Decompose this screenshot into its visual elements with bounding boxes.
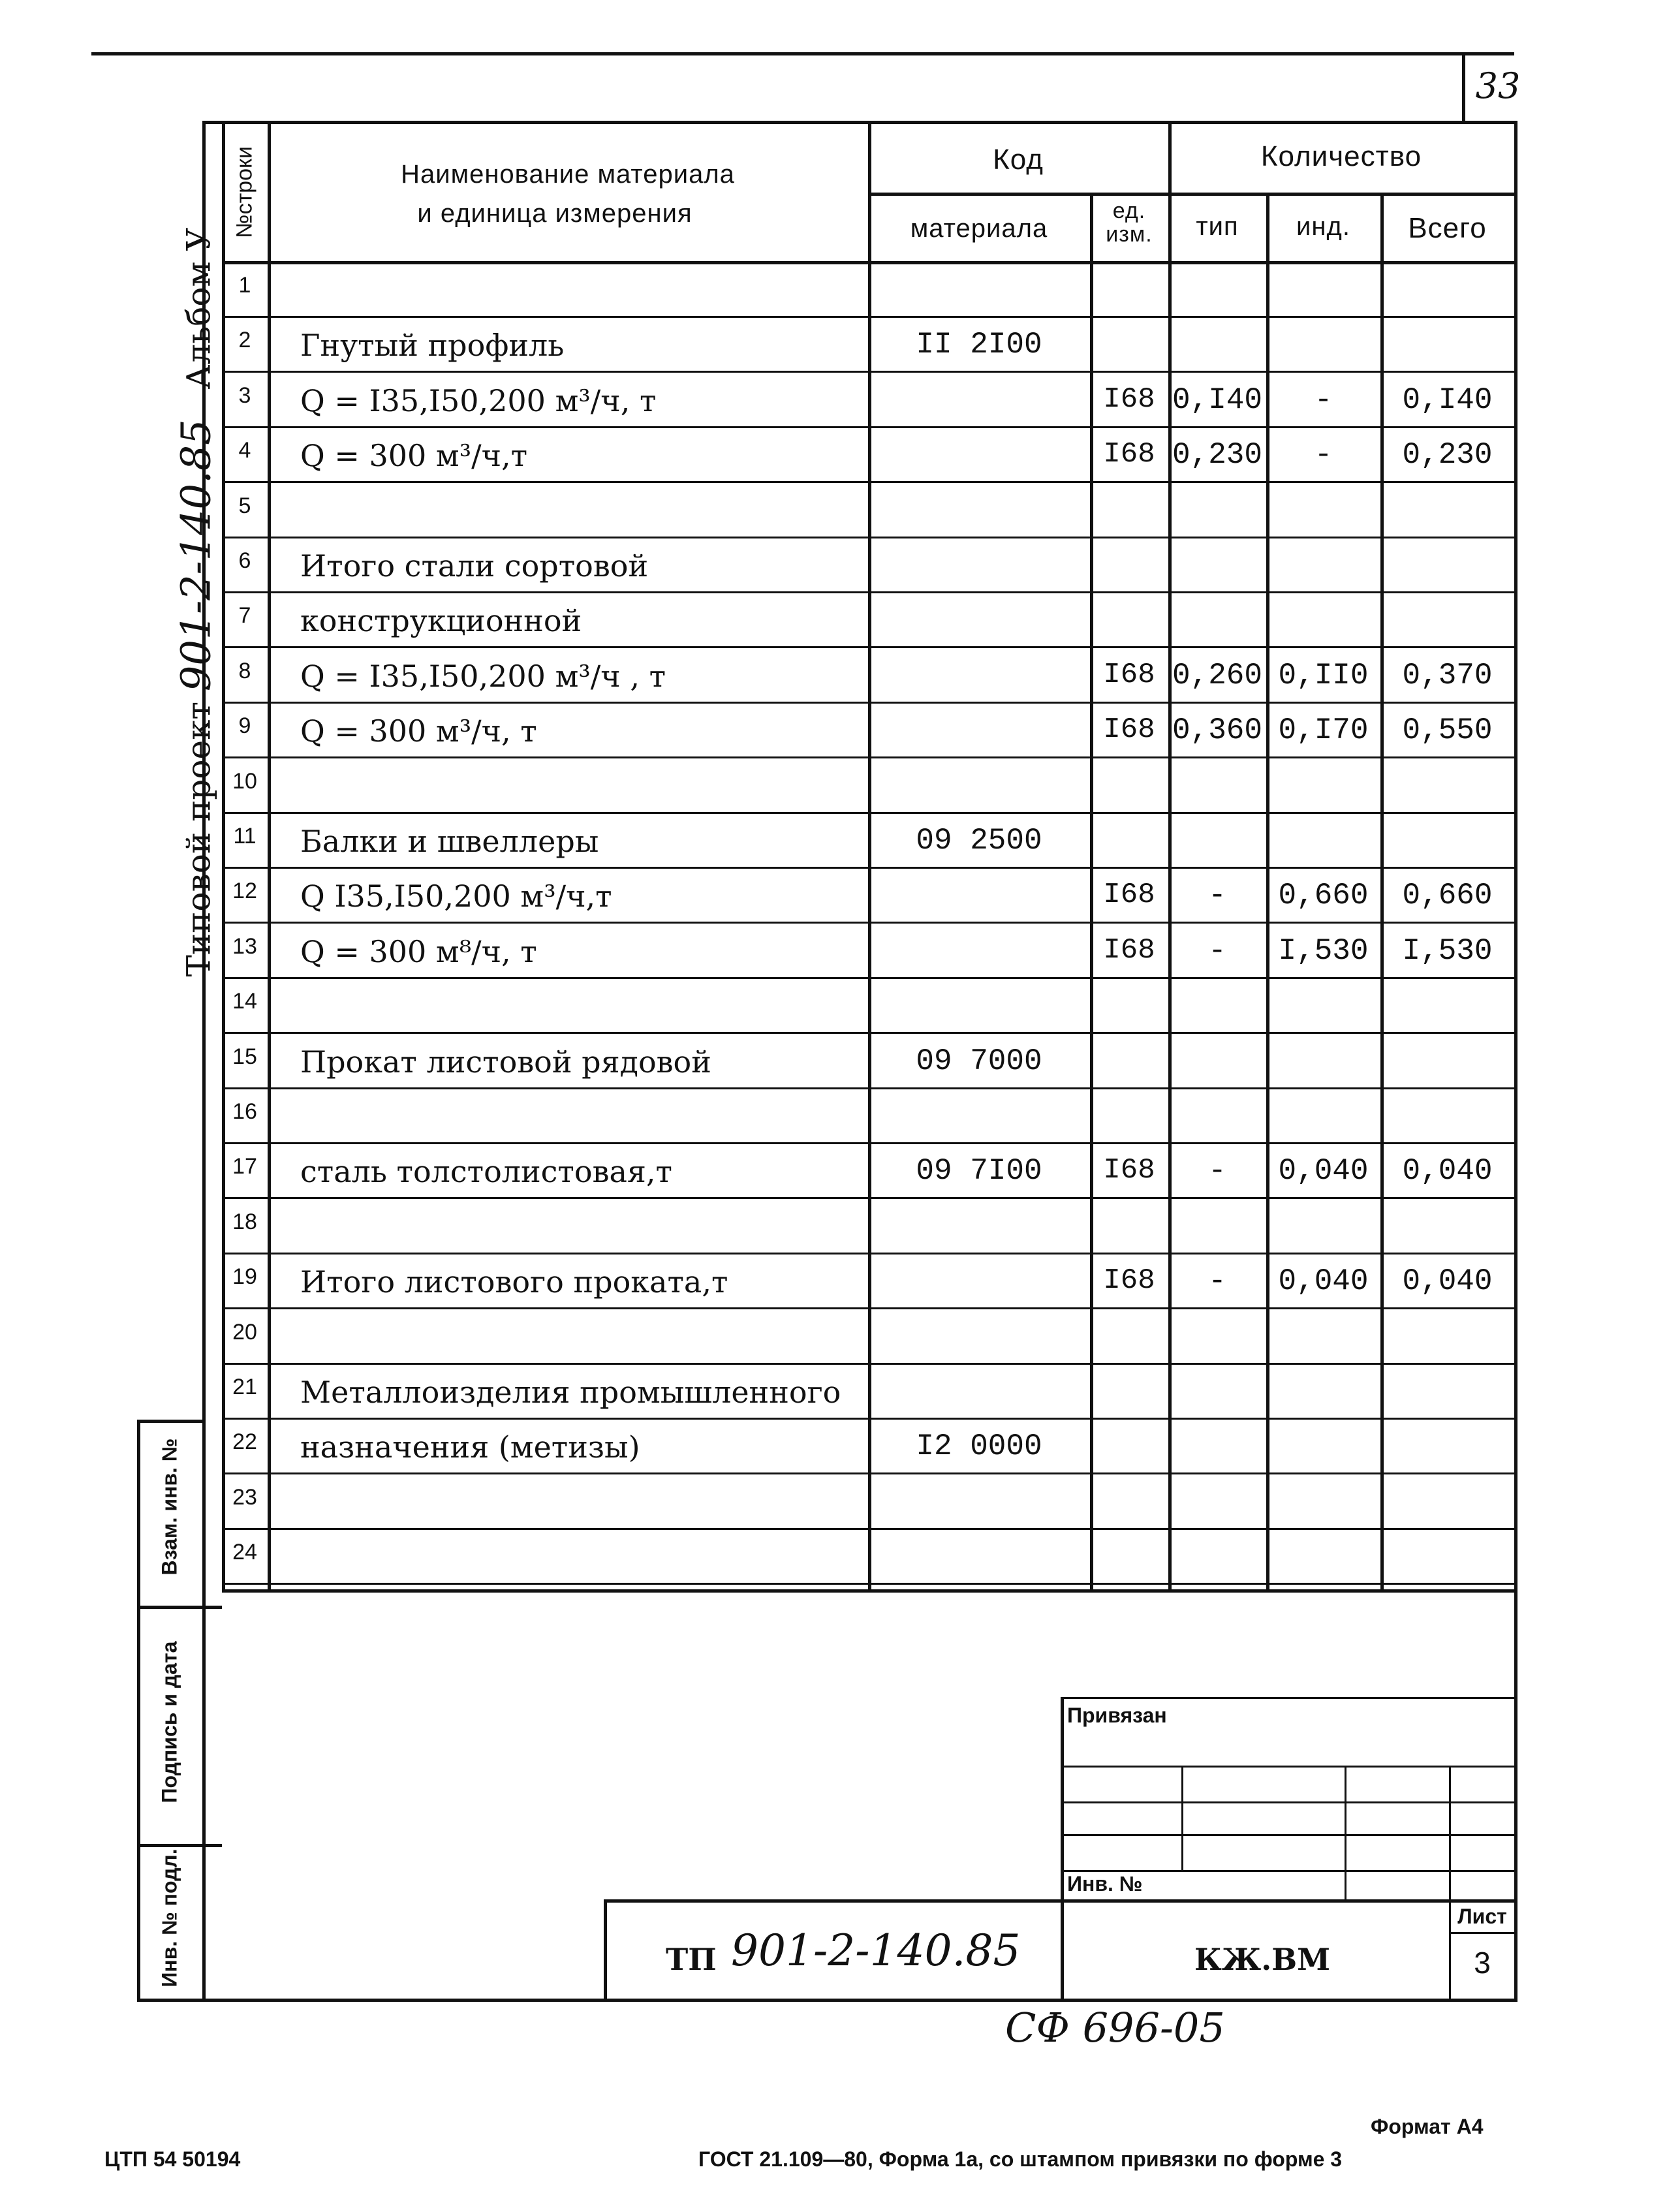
row-number: 2 xyxy=(238,328,251,352)
row-divider xyxy=(222,1142,1514,1144)
side-project-label xyxy=(172,227,220,977)
stamp-list-number: 3 xyxy=(1474,1946,1491,1980)
row-divider xyxy=(222,812,1514,814)
frame-top xyxy=(202,121,1514,124)
row-total: 0,660 xyxy=(1402,879,1493,912)
header-name-line2: и единица измерения xyxy=(417,199,692,228)
row-name: Q = I35,I50,200 м³/ч, т xyxy=(300,383,657,418)
footer-format: Формат А4 xyxy=(1371,2115,1484,2138)
footer-gost: ГОСТ 21.109—80, Форма 1а, со штампом привязки по форме 3 xyxy=(698,2147,1343,2171)
row-number: 24 xyxy=(232,1540,257,1565)
row-divider xyxy=(222,1363,1514,1365)
row-name: Q = 300 м³/ч,т xyxy=(300,438,528,473)
row-number: 11 xyxy=(233,824,257,849)
stamp-top xyxy=(1061,1697,1514,1699)
list-line xyxy=(1449,1932,1514,1934)
row-name: назначения (метизы) xyxy=(300,1429,640,1465)
header-tip: тип xyxy=(1196,212,1239,241)
row-total: 0,040 xyxy=(1402,1264,1493,1298)
row-number: 13 xyxy=(232,934,257,959)
row-total: 0,550 xyxy=(1402,713,1493,747)
row-number: 6 xyxy=(238,548,251,573)
row-number: 16 xyxy=(232,1099,257,1124)
title-left xyxy=(604,1899,607,2001)
row-number: 4 xyxy=(238,438,251,463)
top-border xyxy=(91,52,1514,55)
frame-right xyxy=(1514,121,1517,2001)
row-divider xyxy=(222,1472,1514,1474)
row-divider xyxy=(222,1307,1514,1309)
row-tip: - xyxy=(1208,1264,1226,1298)
page-number: 33 xyxy=(1475,65,1521,106)
table-bottom-line xyxy=(222,1589,1514,1593)
stamp-vline1 xyxy=(1181,1766,1183,1870)
row-name: Итого стали сортовой xyxy=(300,548,649,584)
row-unit: I68 xyxy=(1103,934,1155,967)
row-divider xyxy=(222,1197,1514,1199)
stamp-tp: ТП xyxy=(666,1942,717,1977)
row-total: 0,230 xyxy=(1402,438,1493,472)
row-unit: I68 xyxy=(1103,383,1155,416)
stamp-left xyxy=(1061,1697,1064,2001)
row-unit: I68 xyxy=(1103,438,1155,471)
row-number: 12 xyxy=(232,879,257,903)
row-name: Металлоизделия промышленного xyxy=(300,1375,841,1410)
row-unit: I68 xyxy=(1103,879,1155,911)
row-name: Q = 300 м⁸/ч, т xyxy=(300,934,537,969)
stamp-line3 xyxy=(1061,1834,1514,1836)
row-divider xyxy=(222,702,1514,704)
row-name: Q I35,I50,200 м³/ч,т xyxy=(300,879,612,914)
row-number: 20 xyxy=(232,1320,257,1345)
header-mid-line xyxy=(868,193,1514,196)
row-divider xyxy=(222,1528,1514,1530)
row-tip: 0,230 xyxy=(1172,438,1263,472)
row-ind: 0,040 xyxy=(1278,1264,1369,1298)
stamp-privyazan: Привязан xyxy=(1067,1704,1167,1727)
row-ind: - xyxy=(1314,383,1333,417)
row-total: 0,I40 xyxy=(1402,383,1493,417)
row-total: 0,040 xyxy=(1402,1154,1493,1188)
row-tip: - xyxy=(1208,1154,1226,1188)
row-divider xyxy=(222,481,1514,483)
frame-bottom xyxy=(137,1999,1517,2002)
col-tip-left xyxy=(1168,121,1172,1589)
project-number: 901-2-140.85 xyxy=(172,419,220,692)
stamp-vline2 xyxy=(1345,1766,1346,1903)
row-divider xyxy=(222,371,1514,373)
row-divider xyxy=(222,756,1514,758)
stamp-line2 xyxy=(1061,1801,1514,1803)
row-divider xyxy=(222,316,1514,318)
row-divider xyxy=(222,1253,1514,1254)
row-divider xyxy=(222,1087,1514,1089)
row-header: №строки xyxy=(232,146,257,238)
field-sign: Подпись и дата xyxy=(157,1641,181,1803)
header-bottom-line xyxy=(222,261,1514,264)
row-divider xyxy=(222,867,1514,869)
field-inv: Инв. № подл. xyxy=(157,1848,181,1987)
header-name-line1: Наименование материала xyxy=(401,160,735,189)
row-divider xyxy=(222,591,1514,593)
row-number: 19 xyxy=(232,1264,257,1289)
header-code: Код xyxy=(993,144,1044,176)
row-name: Прокат листовой рядовой xyxy=(300,1044,711,1080)
row-ind: 0,II0 xyxy=(1278,659,1369,693)
row-code: I2 0000 xyxy=(916,1429,1042,1463)
row-number: 23 xyxy=(232,1485,257,1510)
header-quantity: Количество xyxy=(1260,140,1422,172)
row-tip: - xyxy=(1208,934,1226,968)
row-unit: I68 xyxy=(1103,713,1155,746)
row-name: Q = 300 м³/ч, т xyxy=(300,713,537,749)
row-total: 0,370 xyxy=(1402,659,1493,693)
row-number: 3 xyxy=(238,383,251,408)
stamp-inv-no: Инв. № xyxy=(1067,1872,1143,1895)
row-number: 7 xyxy=(238,603,251,628)
project-label: Типовой проект xyxy=(179,701,218,977)
row-ind: I,530 xyxy=(1278,934,1369,968)
row-tip: 0,I40 xyxy=(1172,383,1263,417)
row-number: 22 xyxy=(232,1429,257,1454)
row-name: сталь толстолистовая,т xyxy=(300,1154,672,1189)
row-number: 17 xyxy=(232,1154,257,1179)
row-unit: I68 xyxy=(1103,1154,1155,1187)
stamp-list-label: Лист xyxy=(1457,1905,1507,1928)
page-number-box-left xyxy=(1462,52,1465,124)
stamp-line1 xyxy=(1061,1766,1514,1768)
handwritten-note: СФ 696-05 xyxy=(1005,2004,1225,2051)
row-code: II 2I00 xyxy=(916,328,1042,362)
row-divider xyxy=(222,1418,1514,1420)
col-name-left xyxy=(268,121,271,1589)
side-stamp-left xyxy=(137,1420,140,2001)
row-name: Балки и швеллеры xyxy=(300,824,599,859)
row-number: 18 xyxy=(232,1209,257,1234)
row-divider xyxy=(222,1583,1514,1585)
row-name: конструкционной xyxy=(300,603,582,638)
row-divider xyxy=(222,426,1514,428)
row-code: 09 2500 xyxy=(916,824,1042,858)
row-name: Гнутый профиль xyxy=(300,328,565,363)
row-tip: 0,360 xyxy=(1172,713,1263,747)
row-number: 21 xyxy=(232,1375,257,1399)
row-name: Итого листового проката,т xyxy=(300,1264,728,1300)
row-divider xyxy=(222,922,1514,924)
row-number: 1 xyxy=(238,273,251,298)
header-ind: инд. xyxy=(1296,212,1350,241)
row-code: 09 7000 xyxy=(916,1044,1042,1078)
row-code: 09 7I00 xyxy=(916,1154,1042,1188)
side-stamp-div1 xyxy=(137,1606,222,1609)
row-tip: - xyxy=(1208,879,1226,912)
header-total: Всего xyxy=(1408,212,1487,244)
row-ind: 0,040 xyxy=(1278,1154,1369,1188)
title-top xyxy=(604,1899,1514,1903)
row-ind: - xyxy=(1314,438,1333,472)
album-label: Альбом У xyxy=(179,227,218,390)
row-number: 10 xyxy=(232,769,257,794)
stamp-tp-number: 901-2-140.85 xyxy=(731,1925,1021,1976)
row-unit: I68 xyxy=(1103,659,1155,691)
row-unit: I68 xyxy=(1103,1264,1155,1297)
row-number: 5 xyxy=(238,493,251,518)
row-number: 14 xyxy=(232,989,257,1014)
row-total: I,530 xyxy=(1402,934,1493,968)
row-name: Q = I35,I50,200 м³/ч , т xyxy=(300,659,666,694)
row-ind: 0,660 xyxy=(1278,879,1369,912)
row-number: 15 xyxy=(232,1044,257,1069)
row-divider xyxy=(222,1032,1514,1034)
row-number: 8 xyxy=(238,659,251,683)
row-divider xyxy=(222,646,1514,648)
row-number: 9 xyxy=(238,713,251,738)
row-divider xyxy=(222,537,1514,538)
stamp-doc-code: КЖ.ВМ xyxy=(1194,1942,1331,1977)
row-tip: 0,260 xyxy=(1172,659,1263,693)
row-divider xyxy=(222,977,1514,979)
footer-left: ЦТП 54 50194 xyxy=(104,2147,241,2171)
header-unit: ед. изм. xyxy=(1106,198,1153,247)
field-zam: Взам. инв. № xyxy=(157,1438,181,1576)
header-material: материала xyxy=(910,214,1048,243)
row-ind: 0,I70 xyxy=(1278,713,1369,747)
